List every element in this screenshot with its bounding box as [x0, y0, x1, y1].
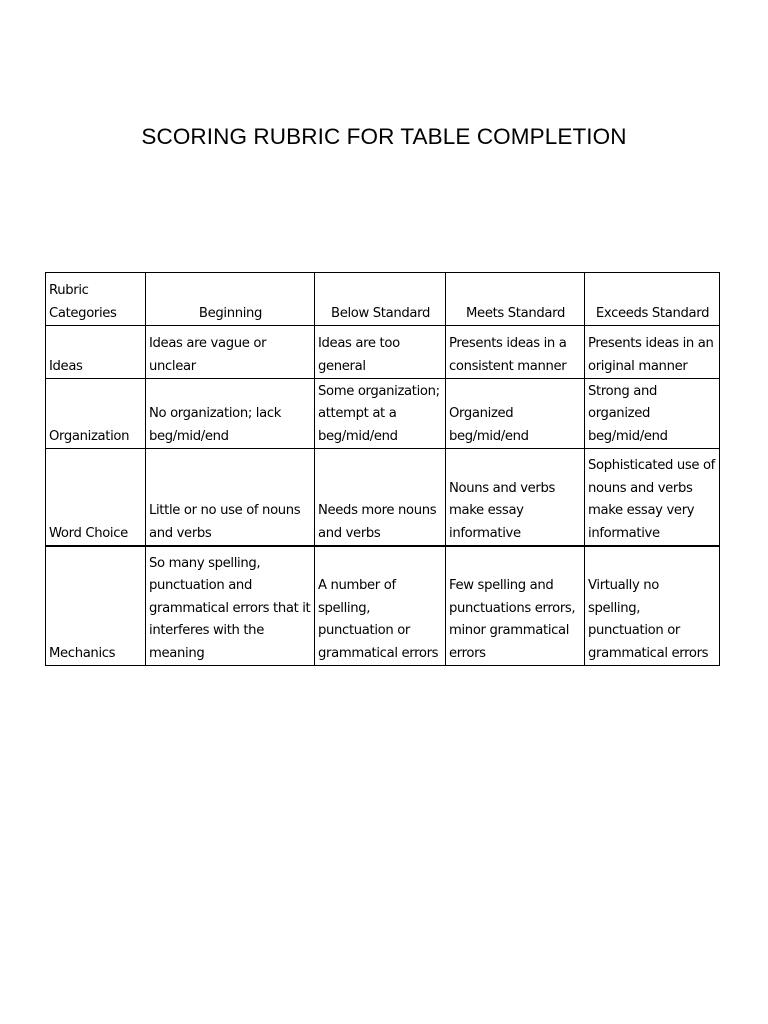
cell-below-standard: Needs more nouns and verbs	[315, 449, 446, 547]
table-header-row	[46, 273, 720, 326]
cell-below-standard: A number of spelling, punctuation or grammatical errors	[315, 546, 446, 666]
cell-exceeds-standard: Strong and organized beg/mid/end	[585, 379, 720, 449]
header-cell-meets-standard: Meets Standard	[446, 273, 585, 326]
cell-beginning: No organization; lack beg/mid/end	[146, 379, 315, 449]
cell-meets-standard: Presents ideas in a consistent manner	[446, 326, 585, 379]
rubric-table	[45, 272, 720, 666]
cell-meets-standard: Organized beg/mid/end	[446, 379, 585, 449]
cell-exceeds-standard: Sophisticated use of nouns and verbs make essay very informative	[585, 449, 720, 547]
header-cell-categories: Rubric Categories	[46, 273, 146, 326]
cell-below-standard: Some organization; attempt at a beg/mid/end	[315, 379, 446, 449]
header-cell-exceeds-standard: Exceeds Standard	[585, 273, 720, 326]
table-row	[46, 326, 720, 379]
row-category: Ideas	[46, 326, 146, 379]
cell-exceeds-standard: Virtually no spelling, punctuation or grammatical errors	[585, 546, 720, 666]
header-cell-below-standard: Below Standard	[315, 273, 446, 326]
cell-meets-standard: Few spelling and punctuations errors, minor grammatical errors	[446, 546, 585, 666]
page-title: SCORING RUBRIC FOR TABLE COMPLETION	[141, 124, 627, 149]
table-row	[46, 449, 720, 547]
cell-beginning: Ideas are vague or unclear	[146, 326, 315, 379]
cell-below-standard: Ideas are too general	[315, 326, 446, 379]
cell-exceeds-standard: Presents ideas in an original manner	[585, 326, 720, 379]
cell-beginning: Little or no use of nouns and verbs	[146, 449, 315, 547]
row-category: Word Choice	[46, 449, 146, 547]
cell-meets-standard: Nouns and verbs make essay informative	[446, 449, 585, 547]
row-category: Mechanics	[46, 546, 146, 666]
table-row	[46, 379, 720, 449]
header-cell-beginning: Beginning	[146, 273, 315, 326]
row-category: Organization	[46, 379, 146, 449]
cell-beginning: So many spelling, punctuation and grammatical errors that it interferes with the meaning	[146, 546, 315, 666]
table-row	[46, 546, 720, 666]
